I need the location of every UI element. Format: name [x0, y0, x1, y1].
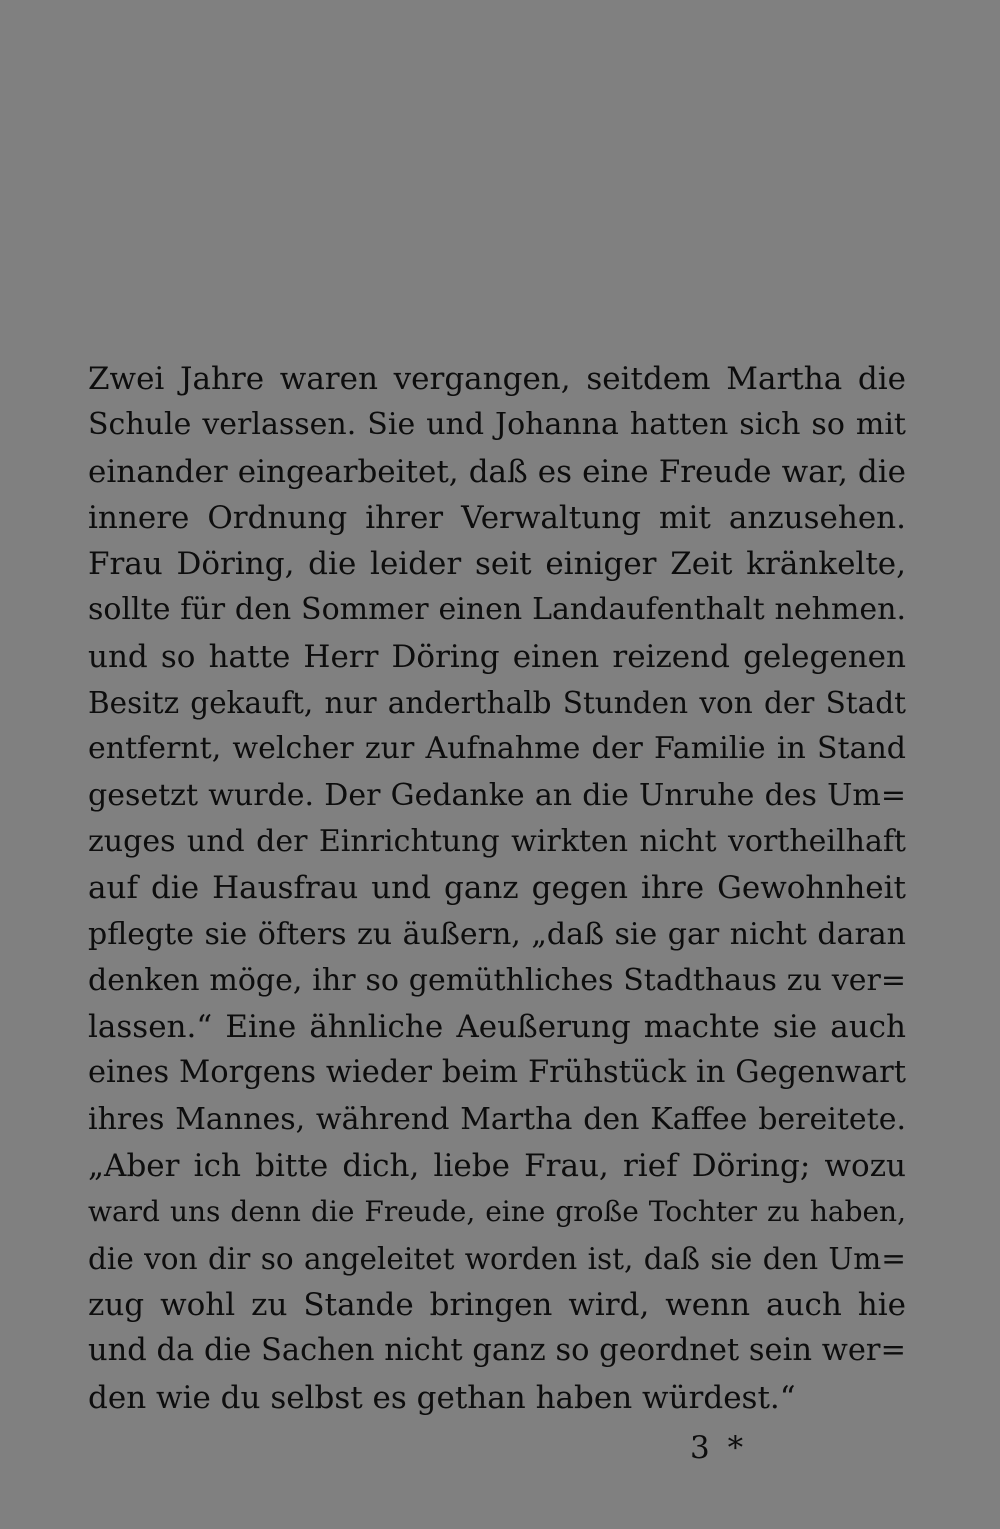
text-line: Frau Döring, die leider seit einiger Zeit kränkelte, [88, 546, 906, 583]
text-line: zug wohl zu Stande bringen wird, wenn auch hie [88, 1286, 906, 1323]
text-line: Besitz gekauft, nur anderthalb Stunden von der Stadt [88, 686, 906, 721]
text-line: Zwei Jahre waren vergangen, seitdem Martha die [88, 361, 906, 397]
text-line: pflegte sie öfters zu äußern, „daß sie gar nicht daran [88, 916, 906, 952]
text-line: sollte für den Sommer einen Landaufenthalt nehmen. [88, 592, 906, 628]
text-line: „Aber ich bitte dich, liebe Frau, rief Döring; wozu [88, 1148, 906, 1185]
text-line: auf die Hausfrau und ganz gegen ihre Gewohnheit [88, 870, 906, 907]
text-line: zuges und der Einrichtung wirkten nicht vortheilhaft [88, 823, 906, 859]
text-line: ihres Mannes, während Martha den Kaffee bereitete. [88, 1101, 906, 1137]
text-line: denken möge, ihr so gemüthliches Stadthaus zu ver= [88, 962, 906, 998]
text-block [88, 356, 906, 1421]
signature-mark: 3 * [690, 1430, 748, 1466]
text-line: Schule verlassen. Sie und Johanna hatten sich so mit [88, 407, 906, 443]
text-line: den wie du selbst es gethan haben würdest.“ [88, 1379, 796, 1416]
text-line: gesetzt wurde. Der Gedanke an die Unruhe des Um= [88, 777, 906, 813]
text-line: eines Morgens wieder beim Frühstück in Gegenwart [88, 1055, 906, 1091]
text-line: und so hatte Herr Döring einen reizend gelegenen [88, 638, 906, 675]
text-line: und da die Sachen nicht ganz so geordnet sein wer= [88, 1333, 906, 1369]
text-line: lassen.“ Eine ähnliche Aeußerung machte sie auch [88, 1009, 906, 1046]
text-line: entfernt, welcher zur Aufnahme der Familie in Stand [88, 731, 906, 767]
text-line: die von dir so angeleitet worden ist, daß sie den Um= [88, 1241, 906, 1276]
text-line: innere Ordnung ihrer Verwaltung mit anzusehen. [88, 499, 906, 536]
text-line: ward uns denn die Freude, eine große Tochter zu haben, [88, 1195, 906, 1229]
text-line: einander eingearbeitet, daß es eine Freude war, die [88, 453, 906, 490]
